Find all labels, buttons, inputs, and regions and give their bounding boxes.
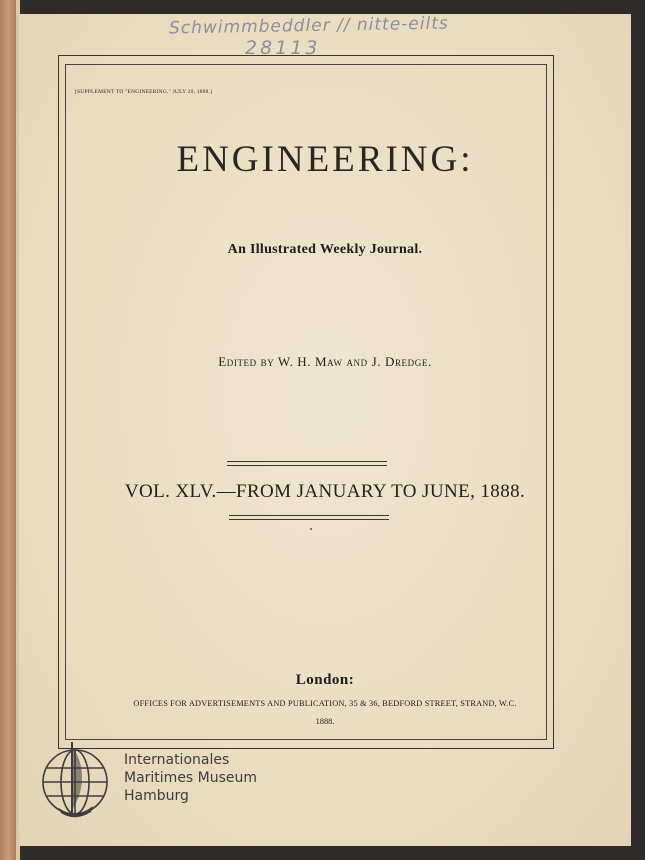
museum-watermark-text <box>124 751 257 805</box>
divider-bottom <box>229 515 389 520</box>
journal-title: ENGINEERING: <box>176 139 474 180</box>
globe-ship-icon <box>37 738 113 820</box>
publication-offices: OFFICES FOR ADVERTISEMENTS AND PUBLICATION, 35 & 36, BEDFORD STREET, STRAND, W.C. <box>133 699 517 708</box>
volume-line: VOL. XLV.—FROM JANUARY TO JUNE, 1888. <box>124 481 526 502</box>
title-page <box>19 14 631 846</box>
pencil-catalog-number: 28113 <box>245 37 321 59</box>
pencil-annotation: Schwimmbeddler // nitte-eilts <box>168 13 449 39</box>
museum-line-3: Hamburg <box>124 788 189 804</box>
publication-year: 1888. <box>315 717 335 726</box>
publication-place: London: <box>295 672 355 688</box>
divider-top <box>227 461 387 466</box>
museum-line-1: Internationales <box>124 752 230 768</box>
supplement-line: [SUPPLEMENT TO "ENGINEERING," JULY 20, 1888.] <box>75 89 213 95</box>
museum-line-2: Maritimes Museum <box>124 770 258 786</box>
editors-line: Edited by W. H. Maw and J. Dredge. <box>218 354 432 369</box>
journal-subtitle: An Illustrated Weekly Journal. <box>227 242 423 257</box>
ink-dot <box>310 528 312 530</box>
